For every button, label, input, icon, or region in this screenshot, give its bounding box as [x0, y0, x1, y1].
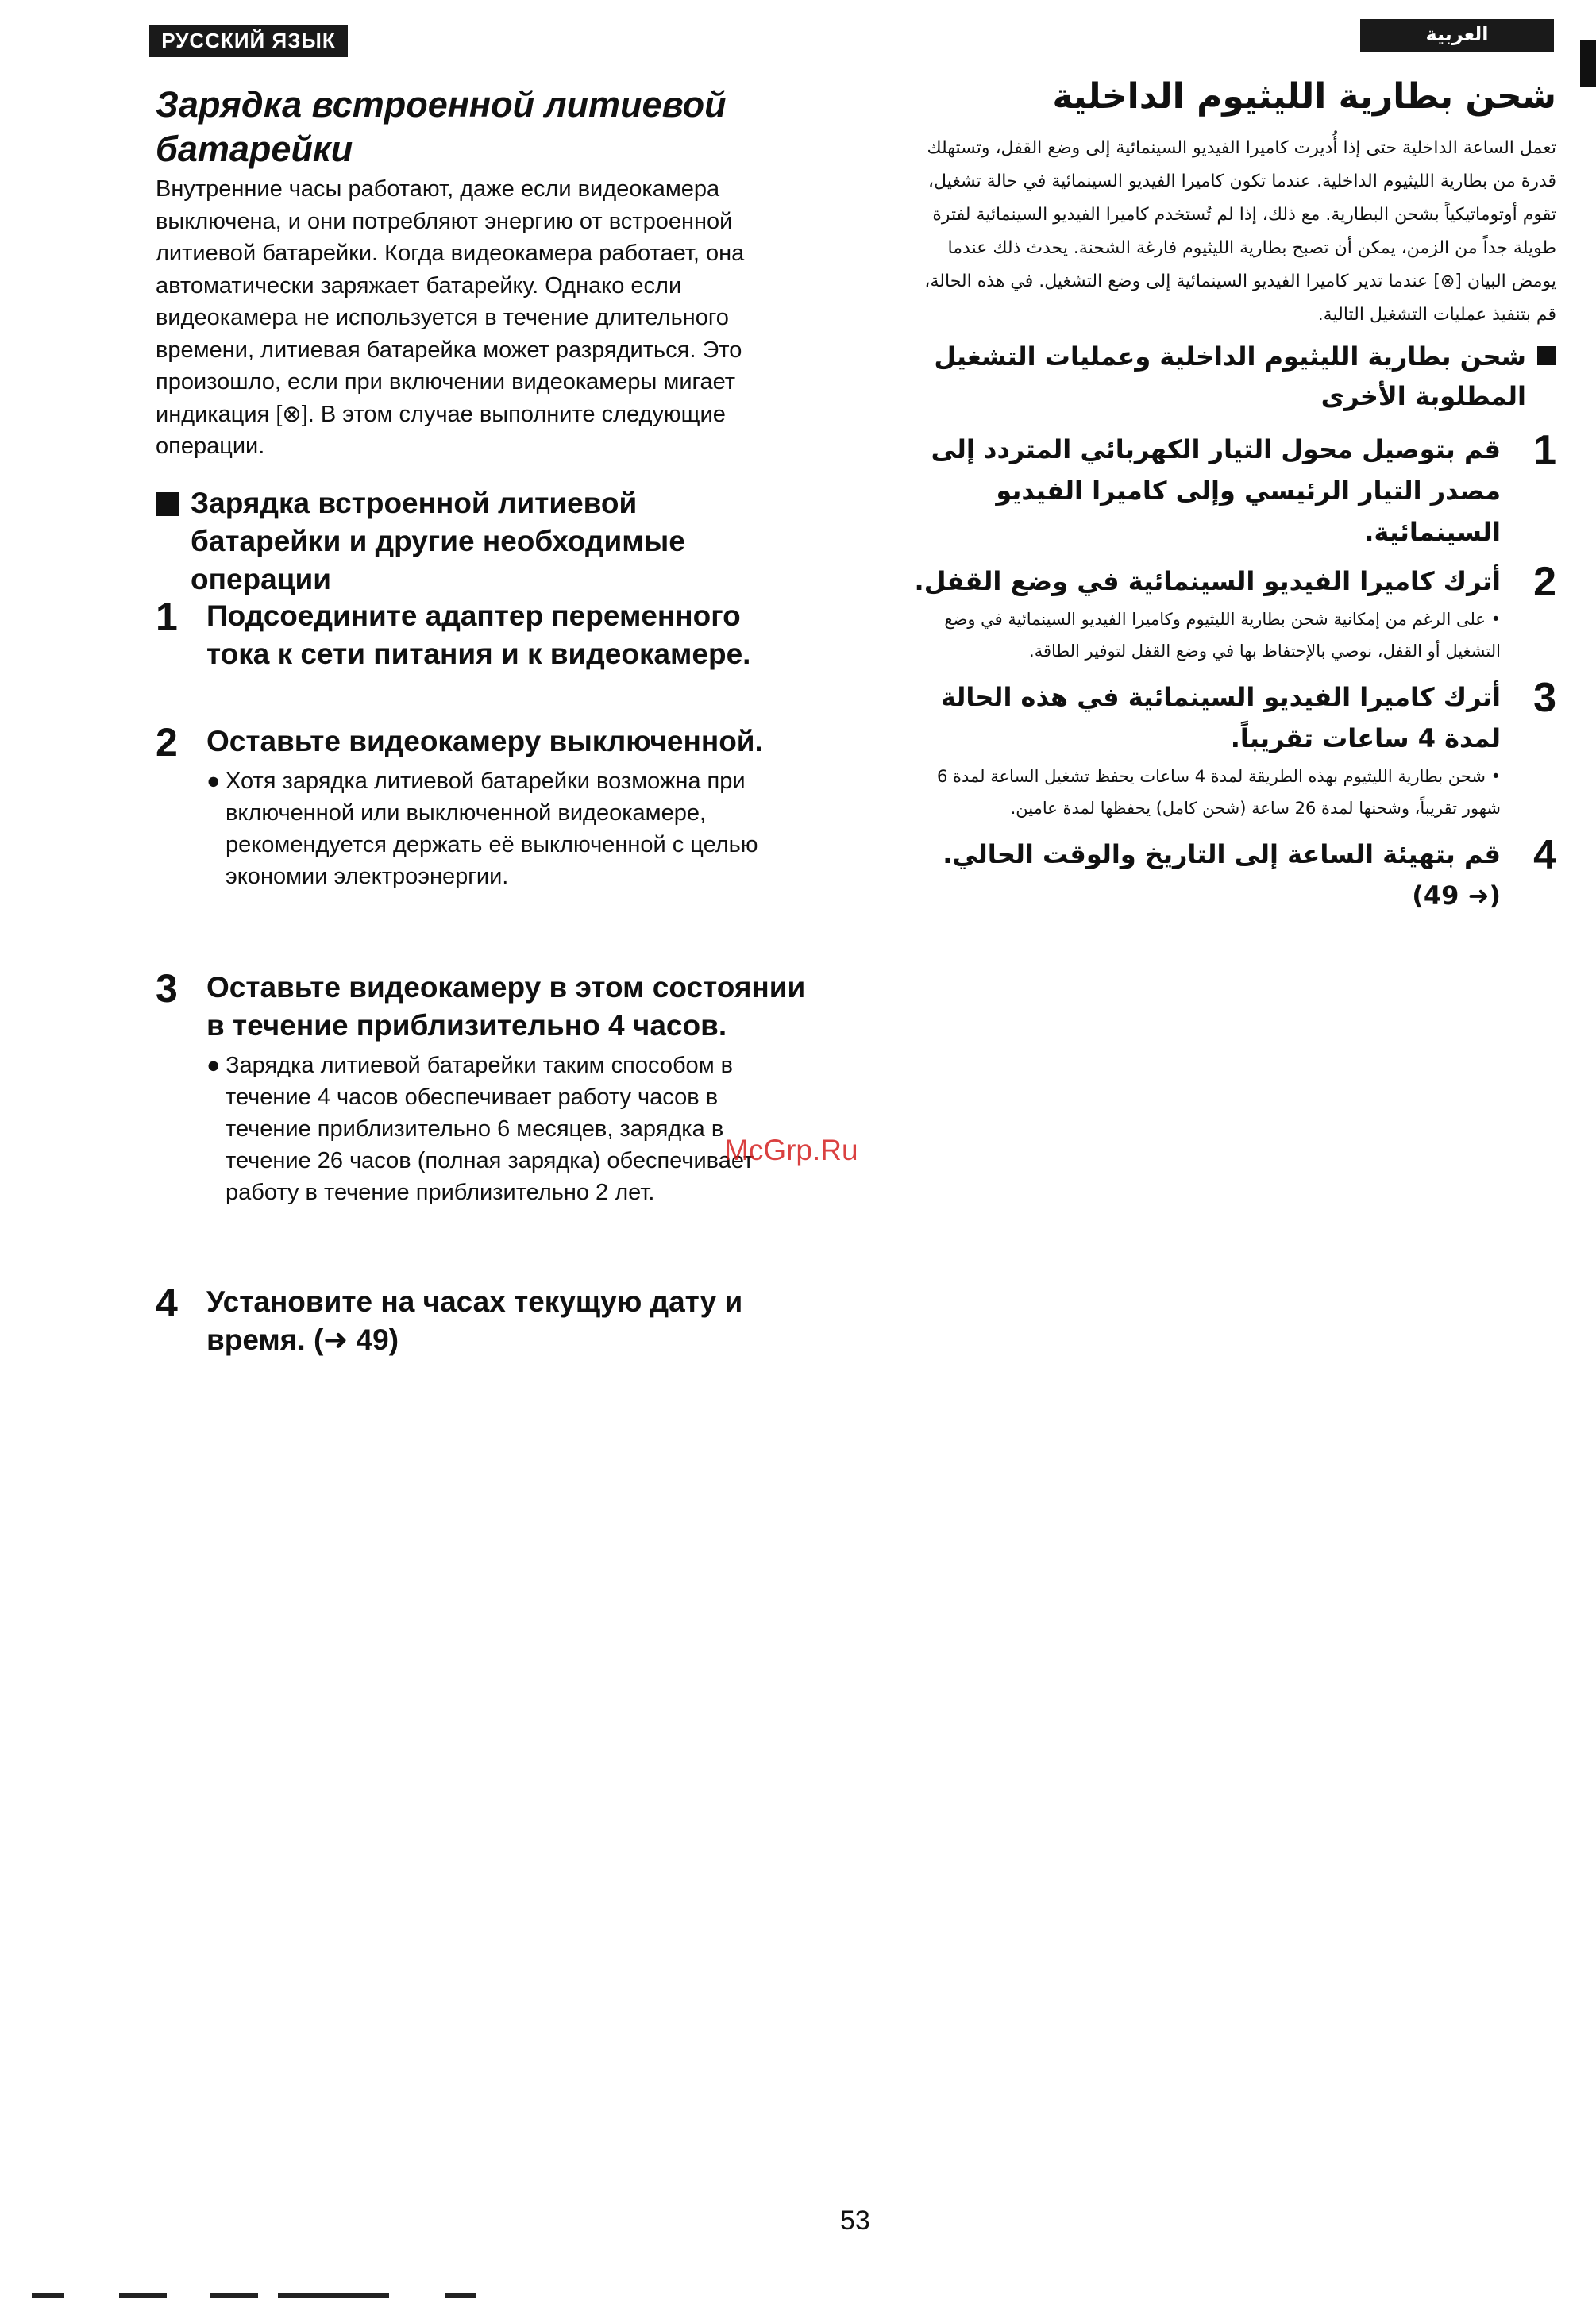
page-number: 53	[840, 2206, 870, 2236]
ru-step-1	[156, 597, 807, 673]
language-tab-russian: РУССКИЙ ЯЗЫК	[149, 25, 348, 57]
ar-step-heading: قم بتهيئة الساعة إلى التاريخ والوقت الحالي. (➜ 49)	[943, 839, 1501, 911]
ru-step-note: ● Зарядка литиевой батарейки таким способом в течение 4 часов обеспечивает работу часов в течение приблизительно 6 месяцев, зарядка в течение 26 часов (полная зарядка) обеспечивает работу в течение приблизительно 2 лет.	[206, 1053, 754, 1205]
ar-page-title: شحن بطارية الليثيوم الداخلية	[1052, 76, 1556, 117]
ru-page-title: Зарядка встроенной литиевой батарейки	[156, 84, 727, 169]
ar-step-1	[913, 429, 1556, 553]
ru-intro-paragraph: Внутренние часы работают, даже если видеокамера выключена, и они потребляют энергию от встроенной литиевой батарейки. Когда видеокамера работает, она автоматически заряжает батарейку. Однако если видеокамера не используется в течение длительного времени, литиевая батарейка может разрядиться. Это произошло, если при включении видеокамеры мигает индикация [⊗]. В этом случае выполните следующие операции.	[156, 176, 745, 459]
ru-step-3	[156, 966, 807, 1208]
ar-step-3	[913, 676, 1556, 824]
ru-step-4	[156, 1283, 807, 1359]
language-tab-arabic: العربية	[1360, 19, 1554, 52]
ru-step-heading: Оставьте видеокамеру выключенной.	[206, 725, 763, 757]
ru-step-number: 4	[156, 1281, 178, 1325]
ar-step-number: 1	[1533, 427, 1556, 473]
ar-step-heading: أترك كاميرا الفيديو السينمائية في وضع القفل.	[914, 566, 1501, 596]
ru-step-heading: Оставьте видеокамеру в этом состоянии в течение приблизительно 4 часов.	[206, 971, 806, 1042]
ar-step-note: • شحن بطارية الليثيوم بهذه الطريقة لمدة 4 ساعات يحفظ تشغيل الساعة لمدة 6 شهور تقريباً، وشحنها لمدة 26 ساعة (شحن كامل) يحفظها لمدة عامين.	[936, 767, 1501, 818]
print-mark	[445, 2293, 476, 2298]
ar-intro-paragraph: تعمل الساعة الداخلية حتى إذا أُديرت كاميرا الفيديو السينمائية إلى وضع القفل، وتستهلك قدرة من بطارية الليثيوم الداخلية. عندما تكون كاميرا الفيديو السينمائية في حالة تشغيل، تقوم أوتوماتيكياً بشحن البطارية. مع ذلك، إذا لم تُستخدم كاميرا الفيديو السينمائية لفترة طويلة جداً من الزمن، يمكن أن تصبح بطارية الليثيوم فارغة الشحنة. يحدث ذلك عندما يومض البيان [⊗] عندما تدير كاميرا الفيديو السينمائية إلى وضع التشغيل. في هذه الحالة، قم بتنفيذ عمليات التشغيل التالية.	[924, 138, 1556, 325]
print-mark	[32, 2293, 64, 2298]
watermark: McGrp.Ru	[724, 1134, 858, 1166]
ar-step-heading: قم بتوصيل محول التيار الكهربائي المتردد إلى مصدر التيار الرئيسي وإلى كاميرا الفيديو السينمائية.	[931, 434, 1501, 547]
ru-step-number: 3	[156, 966, 178, 1011]
ar-step-number: 4	[1533, 832, 1556, 878]
ar-step-4	[913, 834, 1556, 916]
ru-subheading	[156, 484, 791, 599]
square-bullet-icon	[156, 492, 179, 516]
ru-step-heading: Установите на часах текущую дату и время. (➜ 49)	[206, 1285, 743, 1356]
print-mark	[278, 2293, 389, 2298]
ar-subheading	[913, 337, 1556, 416]
ru-step-note: ● Хотя зарядка литиевой батарейки возможна при включенной или выключенной видеокамере, рекомендуется держать её выключенной с целью экономии электроэнергии.	[206, 769, 758, 889]
print-mark	[210, 2293, 258, 2298]
ar-step-number: 2	[1533, 559, 1556, 605]
ar-step-2	[913, 561, 1556, 667]
ar-step-note: • على الرغم من إمكانية شحن بطارية الليثيوم وكاميرا الفيديو السينمائية في وضع التشغيل أو القفل، نوصي بالإحتفاظ بها في وضع القفل لتوفير الطاقة.	[944, 610, 1501, 661]
square-bullet-icon	[1537, 346, 1556, 365]
ru-step-2	[156, 722, 807, 892]
ar-subheading-text: شحن بطارية الليثيوم الداخلية وعمليات التشغيل المطلوبة الأخرى	[934, 341, 1526, 411]
print-mark	[119, 2293, 167, 2298]
ar-step-heading: أترك كاميرا الفيديو السينمائية في هذه الحالة لمدة 4 ساعات تقريباً.	[940, 682, 1501, 753]
ar-step-number: 3	[1533, 675, 1556, 721]
ru-step-number: 2	[156, 720, 178, 765]
page-edge-marker	[1580, 40, 1596, 87]
ru-step-heading: Подсоедините адаптер переменного тока к сети питания и к видеокамере.	[206, 599, 751, 670]
ru-subheading-text: Зарядка встроенной литиевой батарейки и другие необходимые операции	[191, 487, 685, 595]
ru-step-number: 1	[156, 595, 178, 639]
